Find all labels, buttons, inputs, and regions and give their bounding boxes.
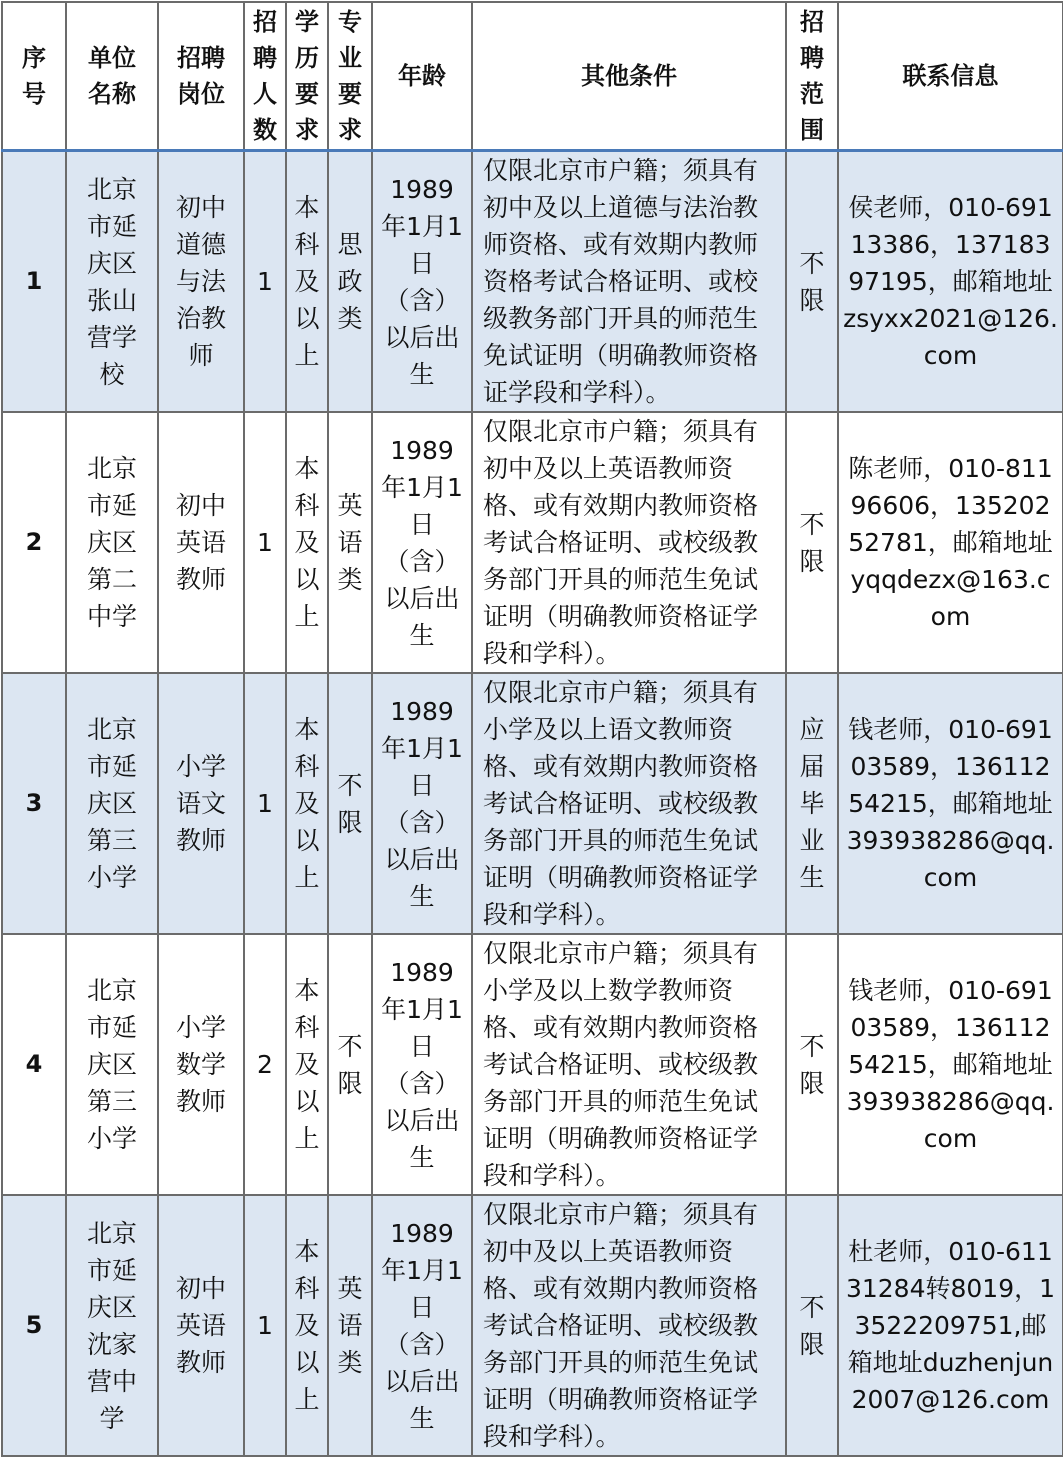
cell-count: 1	[244, 1195, 286, 1456]
cell-education: 本科及以上	[286, 1195, 328, 1456]
header-contact: 联系信息	[838, 2, 1063, 151]
cell-education: 本科及以上	[286, 934, 328, 1195]
cell-position: 初中道德与法治教师	[158, 151, 244, 413]
cell-major: 英语类	[328, 1195, 372, 1456]
cell-count: 1	[244, 412, 286, 673]
cell-scope: 不限	[786, 412, 838, 673]
cell-position: 初中英语教师	[158, 1195, 244, 1456]
header-scope: 招聘范围	[786, 2, 838, 151]
cell-seq: 2	[2, 412, 66, 673]
cell-position: 小学数学教师	[158, 934, 244, 1195]
header-count: 招聘人数	[244, 2, 286, 151]
cell-other-conditions: 仅限北京市户籍；须具有初中及以上英语教师资格、或有效期内教师资格考试合格证明、或校级教务部门开具的师范生免试证明（明确教师资格证学段和学科）。	[472, 1195, 786, 1456]
cell-major: 不限	[328, 934, 372, 1195]
cell-other-conditions: 仅限北京市户籍；须具有初中及以上道德与法治教师资格、或有效期内教师资格考试合格证明、或校级教务部门开具的师范生免试证明（明确教师资格证学段和学科）。	[472, 151, 786, 413]
cell-scope: 不限	[786, 151, 838, 413]
cell-seq: 1	[2, 151, 66, 413]
cell-age: 1989年1月1日（含）以后出生	[372, 412, 472, 673]
cell-contact: 钱老师，010-69103589，13611254215，邮箱地址393938286@qq.com	[838, 934, 1063, 1195]
cell-major: 英语类	[328, 412, 372, 673]
cell-seq: 4	[2, 934, 66, 1195]
table-row	[2, 934, 1063, 1195]
recruitment-table	[1, 1, 1063, 1457]
header-row	[2, 2, 1063, 151]
cell-other-conditions: 仅限北京市户籍；须具有初中及以上英语教师资格、或有效期内教师资格考试合格证明、或校级教务部门开具的师范生免试证明（明确教师资格证学段和学科）。	[472, 412, 786, 673]
cell-position: 初中英语教师	[158, 412, 244, 673]
cell-age: 1989年1月1日（含）以后出生	[372, 934, 472, 1195]
cell-major: 思政类	[328, 151, 372, 413]
cell-count: 1	[244, 673, 286, 934]
cell-unit: 北京市延庆区第二中学	[66, 412, 158, 673]
cell-age: 1989年1月1日（含）以后出生	[372, 673, 472, 934]
cell-scope: 不限	[786, 1195, 838, 1456]
cell-scope: 不限	[786, 934, 838, 1195]
cell-education: 本科及以上	[286, 673, 328, 934]
header-position: 招聘岗位	[158, 2, 244, 151]
cell-unit: 北京市延庆区第三小学	[66, 673, 158, 934]
cell-contact: 侯老师，010-69113386，13718397195，邮箱地址zsyxx2021@126.com	[838, 151, 1063, 413]
cell-age: 1989年1月1日（含）以后出生	[372, 151, 472, 413]
table-row	[2, 412, 1063, 673]
cell-scope: 应届毕业生	[786, 673, 838, 934]
cell-count: 1	[244, 151, 286, 413]
table-row	[2, 151, 1063, 413]
cell-seq: 3	[2, 673, 66, 934]
cell-education: 本科及以上	[286, 412, 328, 673]
cell-unit: 北京市延庆区沈家营中学	[66, 1195, 158, 1456]
header-seq: 序号	[2, 2, 66, 151]
header-age: 年龄	[372, 2, 472, 151]
table-row	[2, 1195, 1063, 1456]
cell-education: 本科及以上	[286, 151, 328, 413]
cell-major: 不限	[328, 673, 372, 934]
cell-contact: 杜老师，010-61131284转8019，13522209751,邮箱地址duzhenjun2007@126.com	[838, 1195, 1063, 1456]
cell-seq: 5	[2, 1195, 66, 1456]
cell-position: 小学语文教师	[158, 673, 244, 934]
cell-unit: 北京市延庆区第三小学	[66, 934, 158, 1195]
header-education: 学历要求	[286, 2, 328, 151]
header-other: 其他条件	[472, 2, 786, 151]
table-row	[2, 673, 1063, 934]
cell-contact: 钱老师，010-69103589，13611254215，邮箱地址393938286@qq.com	[838, 673, 1063, 934]
cell-age: 1989年1月1日（含）以后出生	[372, 1195, 472, 1456]
header-major: 专业要求	[328, 2, 372, 151]
cell-other-conditions: 仅限北京市户籍；须具有小学及以上数学教师资格、或有效期内教师资格考试合格证明、或校级教务部门开具的师范生免试证明（明确教师资格证学段和学科）。	[472, 934, 786, 1195]
cell-count: 2	[244, 934, 286, 1195]
cell-unit: 北京市延庆区张山营学校	[66, 151, 158, 413]
cell-contact: 陈老师，010-81196606，13520252781，邮箱地址yqqdezx@163.com	[838, 412, 1063, 673]
cell-other-conditions: 仅限北京市户籍；须具有小学及以上语文教师资格、或有效期内教师资格考试合格证明、或校级教务部门开具的师范生免试证明（明确教师资格证学段和学科）。	[472, 673, 786, 934]
header-unit: 单位名称	[66, 2, 158, 151]
